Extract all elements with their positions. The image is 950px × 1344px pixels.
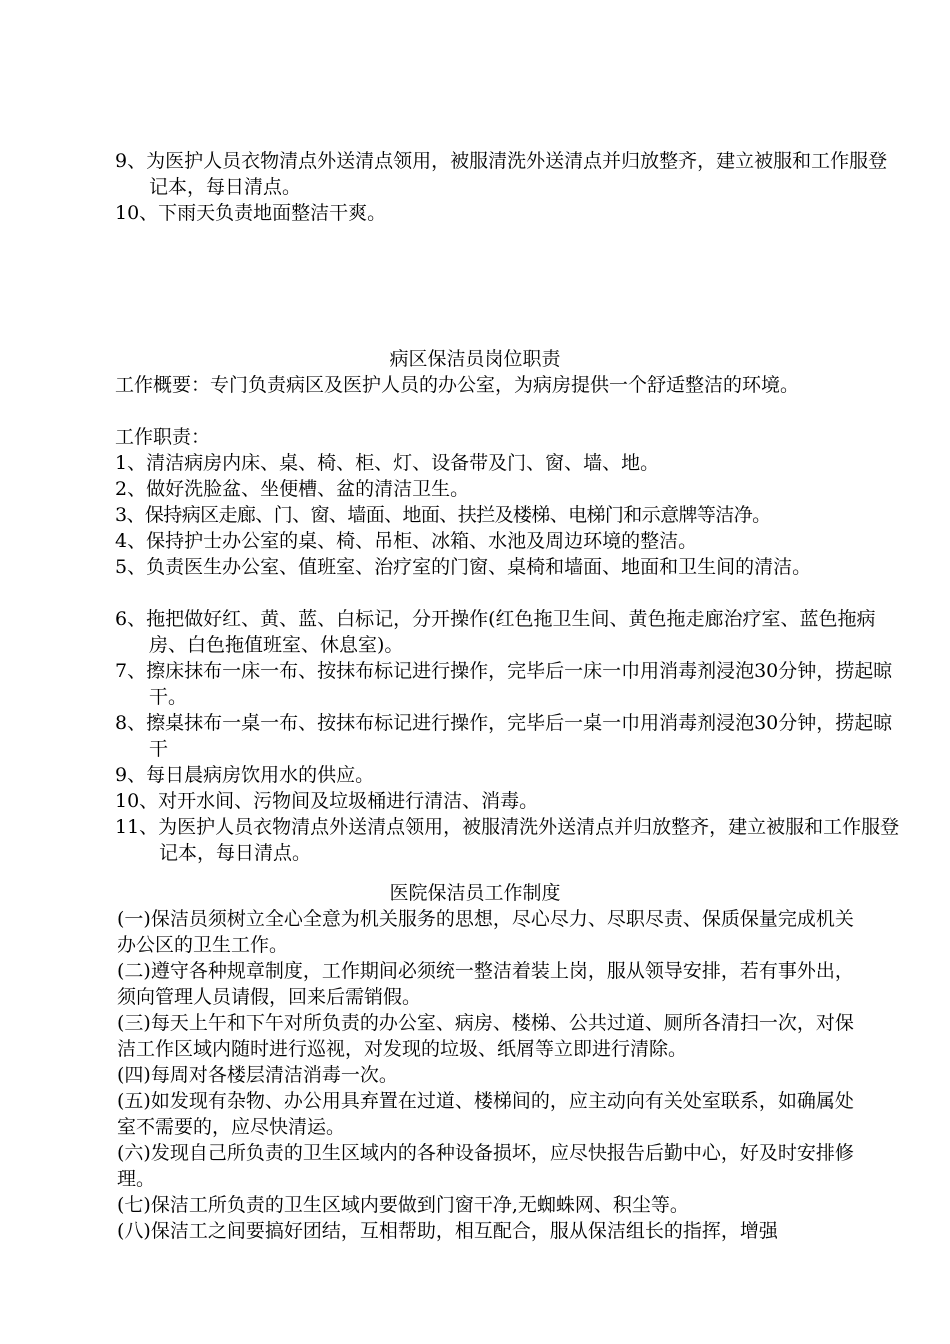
duty-item-3: 3、保持病区走廊、门、窗、墙面、地面、扶拦及楼梯、电梯门和示意牌等洁净。 [115, 504, 771, 526]
rule-item-8: (八)保洁工之间要搞好团结，互相帮助，相互配合，服从保洁组长的指挥，增强 [117, 1220, 778, 1242]
duty-item-9: 9、每日晨病房饮用水的供应。 [115, 764, 375, 786]
section2-title: 医院保洁员工作制度 [389, 882, 561, 904]
duty-item-7: 7、擦床抹布一床一布、按抹布标记进行操作，完毕后一床一巾用消毒剂浸泡30分钟，捞起晾干。 [115, 660, 893, 708]
top-item-9: 9、为医护人员衣物清点外送清点领用，被服清洗外送清点并归放整齐，建立被服和工作服登记本，每日清点。 [115, 150, 888, 198]
duty-item-11: 11、为医护人员衣物清点外送清点领用，被服清洗外送清点并归放整齐，建立被服和工作服登记本，每日清点。 [115, 816, 900, 864]
duty-item-8: 8、擦桌抹布一桌一布、按抹布标记进行操作，完毕后一桌一巾用消毒剂浸泡30分钟，捞起晾干 [115, 712, 893, 760]
duty-item-2: 2、做好洗脸盆、坐便槽、盆的清洁卫生。 [115, 478, 470, 500]
section1-title: 病区保洁员岗位职责 [389, 348, 561, 370]
duty-item-10: 10、对开水间、污物间及垃圾桶进行清洁、消毒。 [115, 790, 539, 812]
duty-item-6: 6、拖把做好红、黄、蓝、白标记，分开操作(红色拖卫生间、黄色拖走廊治疗室、蓝色拖病房、白色拖值班室、休息室)。 [115, 608, 876, 656]
rule-item-1: (一)保洁员须树立全心全意为机关服务的思想，尽心尽力、尽职尽责、保质保量完成机关办公区的卫生工作。 [117, 908, 854, 956]
rule-item-7: (七)保洁工所负责的卫生区域内要做到门窗干净,无蜘蛛网、积尘等。 [117, 1194, 689, 1216]
top-item-10: 10、下雨天负责地面整洁干爽。 [115, 202, 387, 224]
section1-overview: 工作概要：专门负责病区及医护人员的办公室，为病房提供一个舒适整洁的环境。 [115, 374, 800, 396]
duty-item-4: 4、保持护士办公室的桌、椅、吊柜、冰箱、水池及周边环境的整洁。 [115, 530, 698, 552]
duty-item-5: 5、负责医生办公室、值班室、治疗室的门窗、桌椅和墙面、地面和卫生间的清洁。 [115, 556, 812, 578]
rule-item-2: (二)遵守各种规章制度，工作期间必须统一整洁着装上岗，服从领导安排，若有事外出，须向管理人员请假，回来后需销假。 [117, 960, 854, 1008]
duty-item-1: 1、清洁病房内床、桌、椅、柜、灯、设备带及门、窗、墙、地。 [115, 452, 660, 474]
rule-item-4: (四)每周对各楼层清洁消毒一次。 [117, 1064, 398, 1086]
rule-item-5: (五)如发现有杂物、办公用具弃置在过道、楼梯间的，应主动向有关处室联系，如确属处室不需要的，应尽快清运。 [117, 1090, 854, 1138]
rule-item-6: (六)发现自己所负责的卫生区域内的各种设备损坏，应尽快报告后勤中心，好及时安排修理。 [117, 1142, 854, 1190]
section1-duties-label: 工作职责： [115, 426, 211, 448]
rule-item-3: (三)每天上午和下午对所负责的办公室、病房、楼梯、公共过道、厕所各清扫一次，对保洁工作区域内随时进行巡视，对发现的垃圾、纸屑等立即进行清除。 [117, 1012, 854, 1060]
